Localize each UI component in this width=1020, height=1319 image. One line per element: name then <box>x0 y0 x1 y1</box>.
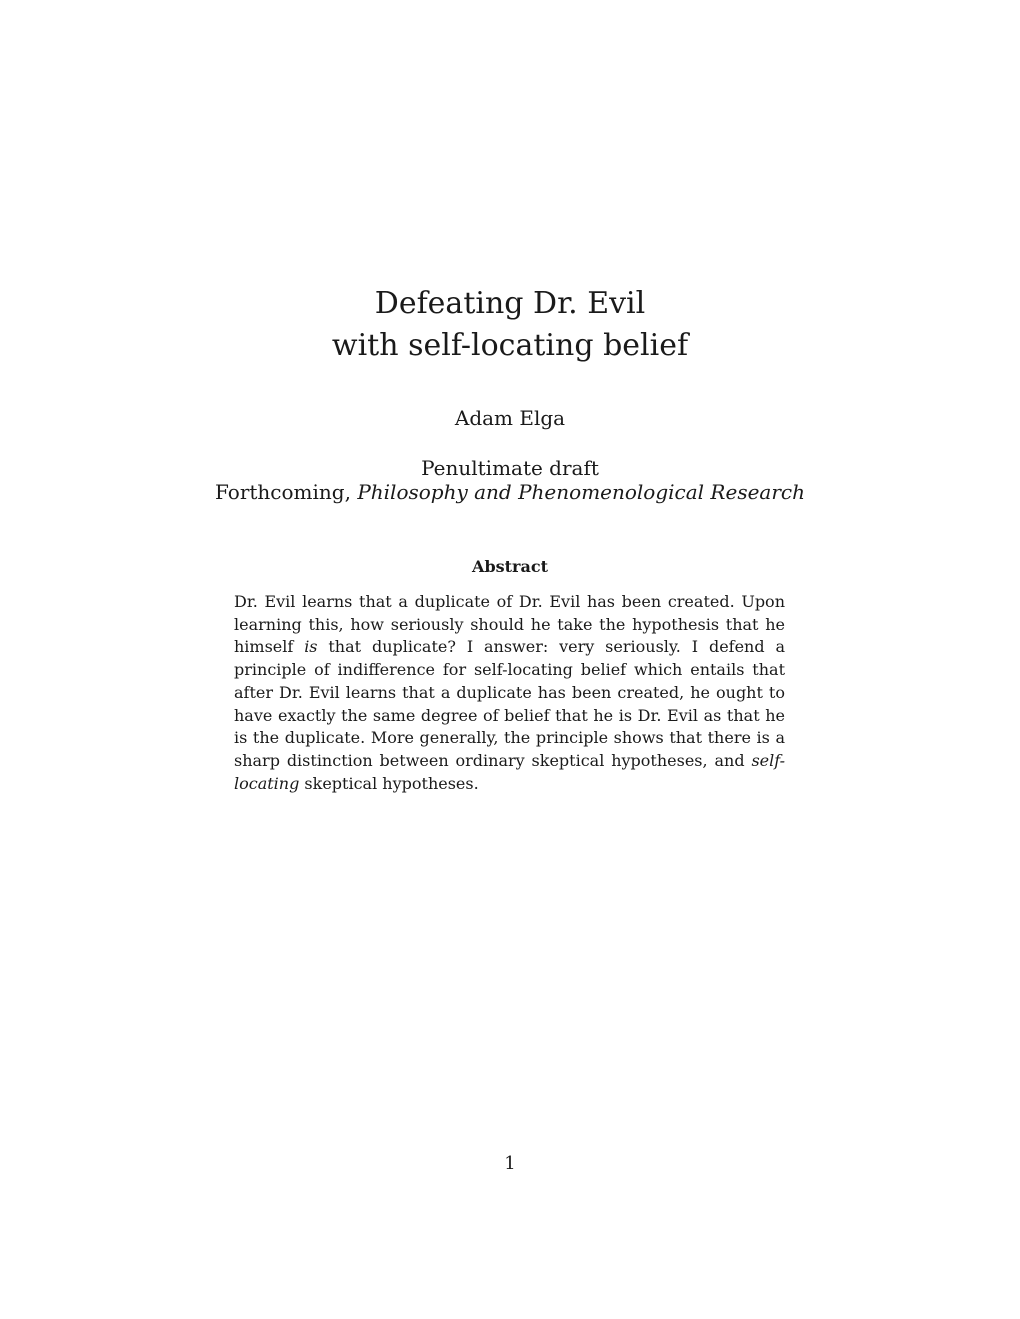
page-number: 1 <box>504 1153 516 1174</box>
abstract-text <box>234 591 785 795</box>
abstract-emphasis-is: is <box>304 637 318 657</box>
abstract-text-part-3: skeptical hypotheses. <box>299 773 479 793</box>
title-line-2: with self-locating belief <box>331 328 689 363</box>
publication-note <box>0 479 1020 505</box>
abstract-emphasis-self-locating: self-locating <box>234 750 785 793</box>
journal-name: Philosophy and Phenomenological Research <box>357 480 805 504</box>
forthcoming-label: Forthcoming, <box>215 480 358 504</box>
abstract-text-part-1: Dr. Evil learns that a duplicate of Dr. Evil has been created. Upon learning this, how seriously should he take the hypothesis that he himself <box>234 592 785 657</box>
title-line-1: Defeating Dr. Evil <box>374 286 646 321</box>
abstract-text-part-2: that duplicate? I answer: very seriously. I defend a principle of indifference for self-locating belief which entails that after Dr. Evil learns that a duplicate has been created, he ought to have exactly the same degree of belief that he is Dr. Evil as that he is the duplicate. More generally, the principle shows that there is a sharp distinction between ordinary skeptical hypotheses, and <box>234 637 786 770</box>
paper-title <box>0 283 1020 367</box>
draft-status: Penultimate draft <box>421 456 599 480</box>
abstract-heading: Abstract <box>472 557 548 576</box>
author-name: Adam Elga <box>454 406 566 430</box>
